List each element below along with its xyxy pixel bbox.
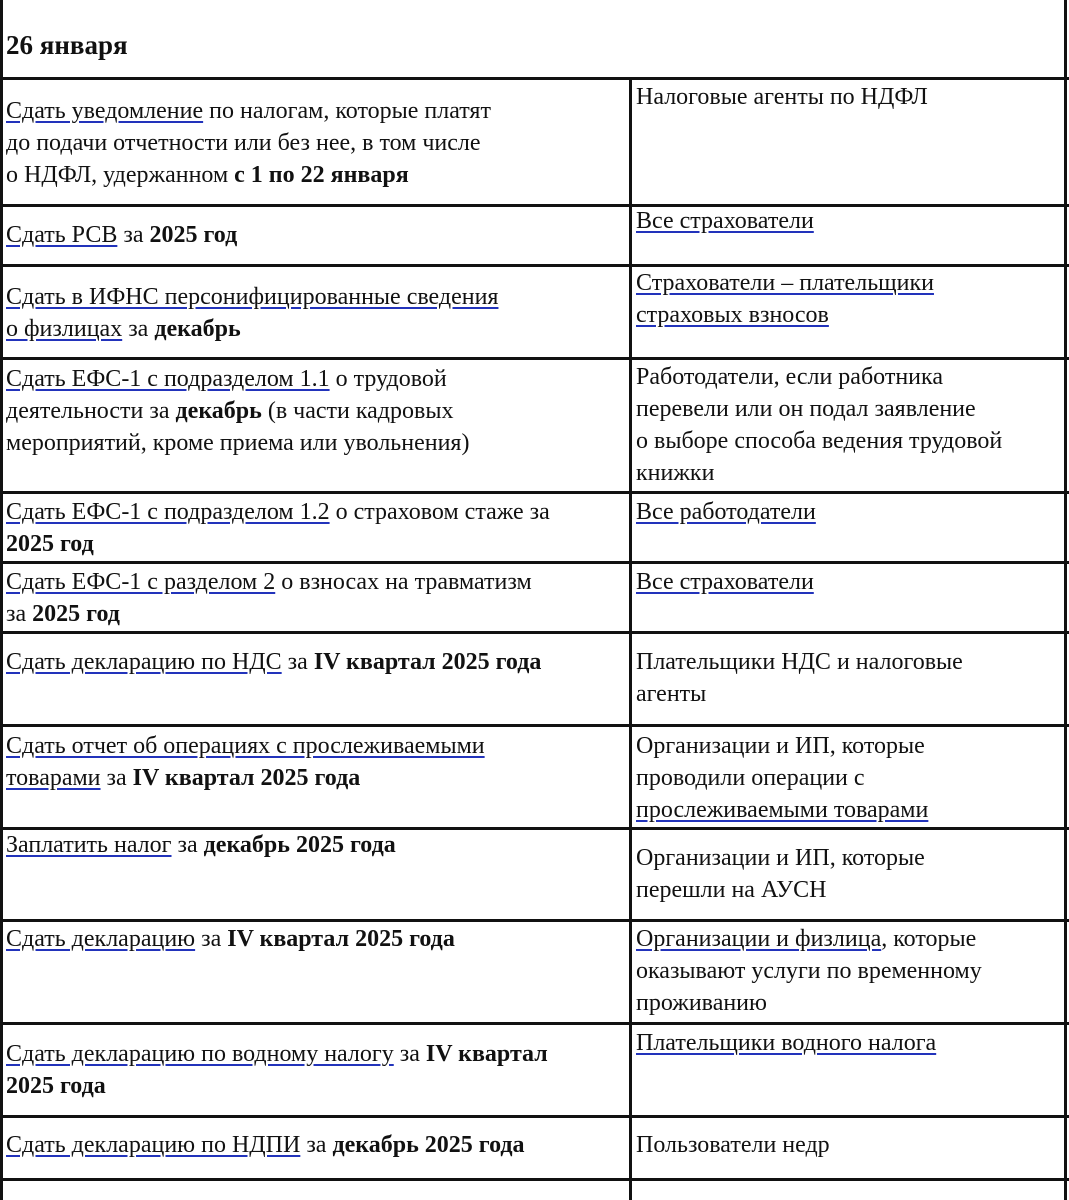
plain-text: за: [122, 316, 155, 342]
plain-text: Организации и ИП, которые: [636, 733, 925, 759]
cell-line: [636, 987, 982, 1019]
document-link[interactable]: Сдать декларацию по НДС: [6, 649, 282, 675]
emphasis-text: IV квартал: [425, 1041, 548, 1067]
cell-left: [6, 923, 455, 955]
cell-line: [6, 313, 498, 345]
cell-line: [636, 1129, 830, 1161]
row-divider: [0, 1115, 1069, 1118]
emphasis-text: IV квартал 2025 года: [132, 765, 361, 791]
document-link[interactable]: Сдать в ИФНС персонифицированные сведения: [6, 284, 499, 310]
row-divider: [0, 491, 1069, 494]
cell-line: [636, 955, 982, 987]
row-divider: [0, 357, 1069, 360]
plain-text: за: [281, 649, 314, 675]
cell-line: [636, 267, 934, 299]
cell-line: [6, 528, 550, 560]
cell-line: [636, 81, 928, 113]
document-link[interactable]: Плательщики водного налога: [636, 1030, 937, 1056]
emphasis-text: декабрь 2025 года: [203, 832, 396, 858]
plain-text: (в части кадровых: [261, 398, 454, 424]
plain-text: проживанию: [636, 990, 767, 1016]
plain-text: оказывают услуги по временному: [636, 958, 982, 984]
document-link[interactable]: Сдать ЕФС-1 с разделом 2: [6, 569, 276, 595]
cell-line: [6, 1038, 548, 1070]
emphasis-text: 2025 год: [149, 222, 238, 248]
plain-text: агенты: [636, 681, 707, 707]
document-link[interactable]: товарами: [6, 765, 101, 791]
cell-left: [6, 95, 491, 191]
emphasis-text: с 1 по 22 января: [234, 162, 409, 188]
cell-right: [636, 496, 816, 528]
cell-line: [6, 427, 469, 459]
plain-text: Плательщики НДС и налоговые: [636, 649, 963, 675]
cell-line: [6, 829, 396, 861]
cell-left: [6, 1038, 548, 1102]
row-divider: [0, 77, 1069, 80]
cell-line: [6, 95, 491, 127]
document-link[interactable]: Сдать ЕФС-1 с подразделом 1.2: [6, 499, 330, 525]
cell-line: [636, 566, 814, 598]
document-link[interactable]: прослеживаемыми товарами: [636, 797, 929, 823]
cell-line: [6, 363, 469, 395]
cell-line: [636, 457, 1002, 489]
row-divider: [0, 631, 1069, 634]
document-link[interactable]: Организации и физлица: [636, 926, 882, 952]
cell-line: [636, 1027, 936, 1059]
document-link[interactable]: страховых взносов: [636, 302, 829, 328]
cell-line: [6, 219, 237, 251]
plain-text: проводили операции с: [636, 765, 865, 791]
cell-left: [6, 363, 469, 459]
cell-line: [6, 598, 532, 630]
cell-line: [6, 395, 469, 427]
cell-right: [636, 1129, 830, 1161]
plain-text: за: [393, 1041, 426, 1067]
cell-left: [6, 646, 541, 678]
cell-line: [636, 730, 928, 762]
plain-text: о выборе способа ведения трудовой: [636, 428, 1003, 454]
column-divider: [629, 77, 632, 1200]
cell-right: [636, 646, 963, 710]
cell-right: [636, 361, 1002, 489]
cell-line: [636, 874, 925, 906]
plain-text: о страховом стаже за: [329, 499, 550, 525]
emphasis-text: 2025 год: [32, 601, 120, 627]
emphasis-text: декабрь: [154, 316, 241, 342]
plain-text: Налоговые агенты по НДФЛ: [636, 84, 928, 110]
cell-line: [636, 425, 1002, 457]
cell-right: [636, 842, 925, 906]
cell-right: [636, 730, 928, 826]
plain-text: Работодатели, если работника: [636, 364, 943, 390]
cell-line: [6, 159, 491, 191]
plain-text: за: [100, 765, 133, 791]
cell-line: [6, 762, 485, 794]
plain-text: перевели или он подал заявление: [636, 396, 976, 422]
plain-text: мероприятий, кроме приема или увольнения): [6, 430, 470, 456]
cell-line: [636, 762, 928, 794]
plain-text: за: [300, 1132, 333, 1158]
plain-text: Пользователи недр: [636, 1132, 830, 1158]
cell-left: [6, 730, 485, 794]
cell-line: [6, 281, 498, 313]
cell-right: [636, 566, 814, 598]
plain-text: за: [117, 222, 150, 248]
document-link[interactable]: Все работодатели: [636, 499, 816, 525]
row-divider: [0, 1022, 1069, 1025]
cell-line: [6, 1070, 548, 1102]
cell-line: [6, 646, 541, 678]
table-border-left: [0, 0, 3, 1200]
cell-line: [636, 923, 982, 955]
document-link[interactable]: Страхователи – плательщики: [636, 270, 934, 296]
emphasis-text: 2025 года: [6, 1073, 106, 1099]
cell-right: [636, 81, 928, 113]
cell-right: [636, 205, 814, 237]
emphasis-text: декабрь: [175, 398, 262, 424]
cell-line: [636, 205, 814, 237]
cell-line: [6, 566, 532, 598]
plain-text: до подачи отчетности или без нее, в том числе: [6, 130, 481, 156]
plain-text: , которые: [881, 926, 977, 952]
cell-left: [6, 281, 498, 345]
plain-text: за: [195, 926, 228, 952]
emphasis-text: IV квартал 2025 года: [313, 649, 542, 675]
plain-text: за: [6, 601, 33, 627]
row-divider: [0, 561, 1069, 564]
cell-line: [636, 361, 1002, 393]
plain-text: по налогам, которые платят: [203, 98, 491, 124]
plain-text: перешли на АУСН: [636, 877, 827, 903]
emphasis-text: IV квартал 2025 года: [227, 926, 455, 952]
row-divider: [0, 724, 1069, 727]
row-divider: [0, 204, 1069, 207]
cell-left: [6, 566, 532, 630]
cell-line: [6, 923, 455, 955]
cell-right: [636, 923, 982, 1019]
document-link[interactable]: Сдать декларацию по водному налогу: [6, 1041, 394, 1067]
cell-line: [636, 678, 963, 710]
document-link[interactable]: Заплатить налог: [6, 832, 172, 858]
cell-line: [6, 496, 550, 528]
cell-line: [6, 1129, 525, 1161]
cell-left: [6, 219, 237, 251]
emphasis-text: декабрь 2025 года: [332, 1132, 525, 1158]
document-link[interactable]: Сдать декларацию по НДПИ: [6, 1132, 301, 1158]
plain-text: Организации и ИП, которые: [636, 845, 925, 871]
document-link[interactable]: Сдать ЕФС-1 с подразделом 1.1: [6, 366, 330, 392]
cell-line: [636, 496, 816, 528]
document-link[interactable]: Все страхователи: [636, 569, 814, 595]
document-link[interactable]: Сдать декларацию: [6, 926, 196, 952]
cell-left: [6, 829, 396, 861]
plain-text: деятельности за: [6, 398, 176, 424]
cell-left: [6, 496, 550, 560]
cell-line: [6, 730, 485, 762]
document-link[interactable]: Сдать отчет об операциях с прослеживаемыми: [6, 733, 485, 759]
cell-line: [636, 646, 963, 678]
table-border-right: [1064, 0, 1067, 1200]
cell-line: [636, 393, 1002, 425]
cell-line: [6, 127, 491, 159]
plain-text: о НДФЛ, удержанном: [6, 162, 235, 188]
row-divider: [0, 919, 1069, 922]
document-link[interactable]: Сдать уведомление: [6, 98, 204, 124]
cell-right: [636, 1027, 936, 1059]
plain-text: о трудовой: [329, 366, 447, 392]
document-link[interactable]: Сдать РСВ: [6, 222, 118, 248]
date-heading: 26 января: [6, 30, 128, 60]
row-divider: [0, 1178, 1069, 1181]
plain-text: книжки: [636, 460, 715, 486]
plain-text: за: [171, 832, 204, 858]
document-link[interactable]: о физлицах: [6, 316, 123, 342]
cell-right: [636, 267, 934, 331]
cell-line: [636, 842, 925, 874]
cell-line: [636, 794, 928, 826]
cell-left: [6, 1129, 525, 1161]
emphasis-text: 2025 год: [6, 531, 94, 557]
cell-line: [636, 299, 934, 331]
document-link[interactable]: Все страхователи: [636, 208, 814, 234]
plain-text: о взносах на травматизм: [275, 569, 532, 595]
